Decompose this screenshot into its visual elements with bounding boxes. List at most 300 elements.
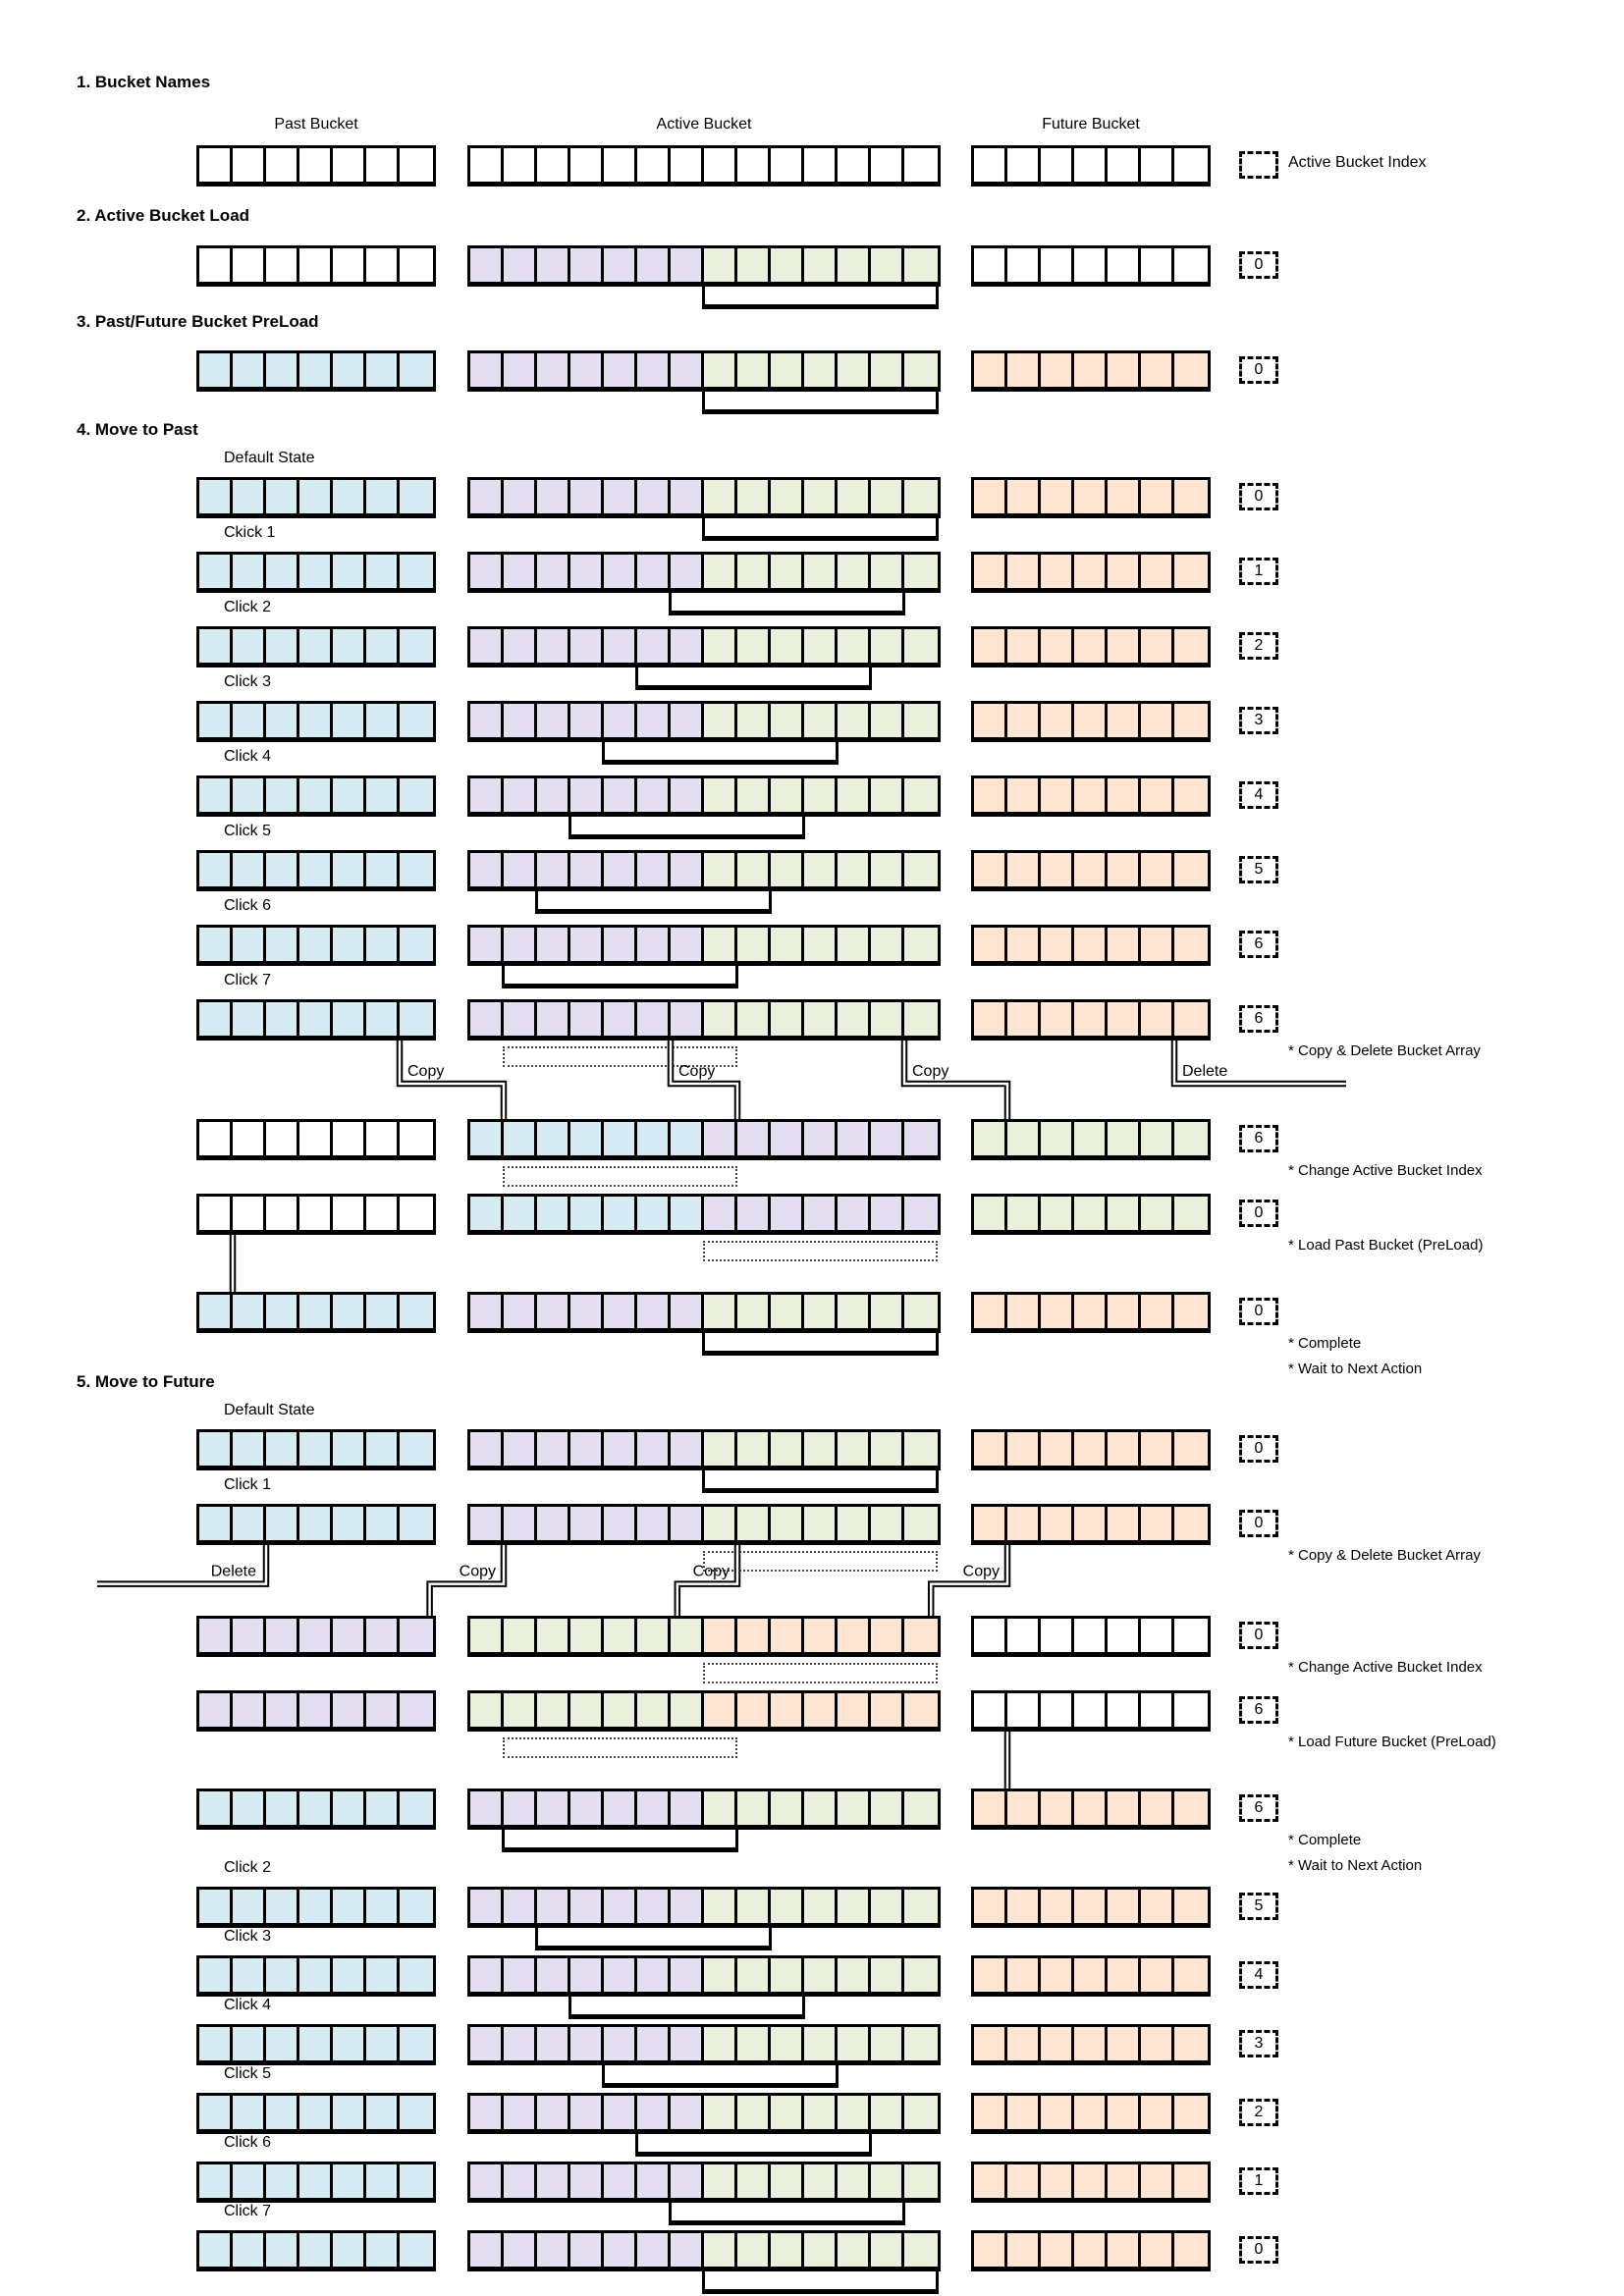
future-bucket-cell [1041, 1002, 1074, 1036]
active-bucket-cell [871, 1432, 904, 1466]
future-bucket-cell [1007, 2096, 1041, 2129]
active-bucket-cell [637, 2233, 671, 2267]
future-bucket-cell [1141, 555, 1174, 588]
active-bucket-index-box: 0 [1239, 1200, 1278, 1227]
future-bucket-cell [1108, 1432, 1141, 1466]
future-bucket-cell [1041, 1890, 1074, 1923]
active-bucket-cell [771, 1619, 804, 1652]
connector-line [400, 1041, 504, 1119]
future-bucket-cell [1074, 1619, 1108, 1652]
past-bucket-cell [199, 1432, 233, 1466]
future-bucket-cell [1141, 2164, 1174, 2198]
active-bucket-cell [637, 1791, 671, 1825]
future-bucket-cell [1108, 1002, 1141, 1036]
future-bucket-cell [1174, 2027, 1208, 2060]
active-bucket-cell [904, 704, 938, 737]
past-bucket-cell [233, 1693, 266, 1727]
active-bucket-cell [671, 2164, 704, 2198]
active-bucket-index-box: 1 [1239, 558, 1278, 585]
past-bucket-cell [233, 353, 266, 387]
past-bucket-cell [233, 1295, 266, 1328]
active-bucket-cell [537, 248, 570, 282]
active-bucket-cell [671, 1002, 704, 1036]
future-bucket-cell [1141, 853, 1174, 886]
future-bucket-cell [1108, 2027, 1141, 2060]
past-bucket-cell [266, 1619, 299, 1652]
active-bucket-cell [771, 1295, 804, 1328]
active-bucket-cell [871, 555, 904, 588]
active-bucket-cell [838, 1791, 871, 1825]
future-bucket-cell [974, 778, 1007, 812]
past-bucket [196, 2024, 436, 2065]
active-bucket-cell [704, 1791, 737, 1825]
future-bucket-cell [1174, 778, 1208, 812]
active-bucket-cell [570, 1958, 604, 1992]
future-bucket-cell [1074, 2233, 1108, 2267]
active-bucket-cell [671, 1197, 704, 1230]
active-bucket-cell [504, 1619, 537, 1652]
future-bucket-cell [974, 1122, 1007, 1155]
active-bucket-cell [804, 2164, 838, 2198]
active-bucket-cell [904, 2096, 938, 2129]
future-bucket-cell [1108, 1619, 1141, 1652]
active-bucket [467, 1292, 941, 1333]
active-bucket-cell [804, 1295, 838, 1328]
future-bucket [971, 1194, 1211, 1235]
future-bucket-cell [974, 353, 1007, 387]
active-bucket-cell [771, 2096, 804, 2129]
active-bucket-cell [904, 1507, 938, 1540]
past-bucket [196, 1690, 436, 1732]
active-bucket-cell [504, 2164, 537, 2198]
active-bucket-cell [804, 778, 838, 812]
active-bucket [467, 477, 941, 518]
active-bucket-cell [838, 1890, 871, 1923]
active-bucket-cell [570, 704, 604, 737]
active-bucket-index-box: 2 [1239, 2099, 1278, 2126]
active-bucket-cell [871, 1002, 904, 1036]
active-bucket-cell [871, 778, 904, 812]
active-bucket-cell [570, 148, 604, 182]
past-bucket-cell [199, 480, 233, 513]
active-bucket-cell [604, 555, 637, 588]
past-bucket-cell [299, 1295, 333, 1328]
active-bucket-cell [504, 1791, 537, 1825]
future-bucket-cell [1174, 480, 1208, 513]
active-bucket-cell [504, 2233, 537, 2267]
active-bucket-cell [570, 1432, 604, 1466]
active-bucket [467, 350, 941, 392]
future-bucket-cell [1174, 2164, 1208, 2198]
active-bucket-cell [771, 248, 804, 282]
active-bucket-cell [537, 148, 570, 182]
past-bucket-cell [333, 1432, 366, 1466]
active-bucket-cell [604, 1002, 637, 1036]
future-bucket-cell [974, 2096, 1007, 2129]
past-bucket-cell [199, 1693, 233, 1727]
future-bucket-cell [1174, 1002, 1208, 1036]
active-bucket-cell [704, 1197, 737, 1230]
past-bucket-cell [266, 1197, 299, 1230]
future-bucket-cell [1041, 2027, 1074, 2060]
past-bucket-cell [199, 778, 233, 812]
active-bucket-cell [637, 778, 671, 812]
future-bucket-cell [1074, 853, 1108, 886]
future-bucket-cell [1041, 1122, 1074, 1155]
past-bucket-cell [400, 2096, 433, 2129]
active-bucket-index-box: 4 [1239, 1961, 1278, 1989]
active-bucket-cell [504, 148, 537, 182]
active-bucket-index-box: 2 [1239, 632, 1278, 660]
active-bucket-cell [604, 1197, 637, 1230]
active-bucket-cell [838, 2164, 871, 2198]
past-bucket-cell [299, 704, 333, 737]
viewport-bracket [568, 1994, 805, 2019]
past-bucket-cell [266, 2164, 299, 2198]
past-bucket-label: Past Bucket [274, 116, 358, 133]
future-bucket-cell [1174, 1432, 1208, 1466]
future-bucket-cell [1174, 248, 1208, 282]
active-bucket-cell [737, 1890, 771, 1923]
past-bucket-cell [233, 2096, 266, 2129]
past-bucket-cell [266, 148, 299, 182]
future-bucket [971, 2162, 1211, 2203]
past-bucket-cell [333, 1197, 366, 1230]
past-bucket-cell [366, 1791, 400, 1825]
future-bucket-cell [974, 704, 1007, 737]
connector-line [430, 1545, 504, 1616]
future-bucket-cell [1074, 2027, 1108, 2060]
past-bucket-cell [333, 704, 366, 737]
active-bucket-index-box: 3 [1239, 2030, 1278, 2057]
active-bucket-cell [804, 1890, 838, 1923]
active-bucket-cell [570, 1693, 604, 1727]
future-bucket [971, 925, 1211, 966]
past-bucket-cell [233, 2233, 266, 2267]
past-bucket-cell [400, 353, 433, 387]
past-bucket-cell [400, 555, 433, 588]
future-bucket [971, 2230, 1211, 2271]
past-bucket-cell [233, 1890, 266, 1923]
future-bucket-cell [1074, 2096, 1108, 2129]
active-bucket [467, 1955, 941, 1997]
active-bucket-cell [904, 2233, 938, 2267]
active-bucket-cell [704, 1890, 737, 1923]
past-bucket-cell [199, 1958, 233, 1992]
future-bucket-cell [1141, 480, 1174, 513]
future-bucket-cell [1041, 1197, 1074, 1230]
active-bucket-cell [804, 1197, 838, 1230]
active-bucket-cell [637, 1619, 671, 1652]
future-bucket-cell [1074, 1791, 1108, 1825]
active-bucket-cell [637, 1693, 671, 1727]
active-bucket-cell [470, 853, 504, 886]
active-bucket-cell [771, 1432, 804, 1466]
future-bucket-cell [1007, 1693, 1041, 1727]
future-bucket-cell [1007, 1197, 1041, 1230]
future-bucket-cell [1174, 1791, 1208, 1825]
active-bucket-cell [771, 353, 804, 387]
viewport-dotted-box [703, 1663, 938, 1683]
active-bucket-cell [904, 1890, 938, 1923]
active-bucket-cell [704, 1693, 737, 1727]
past-bucket-cell [299, 629, 333, 663]
past-bucket [196, 1194, 436, 1235]
past-bucket-cell [299, 248, 333, 282]
active-bucket-cell [604, 1958, 637, 1992]
active-bucket-cell [838, 2096, 871, 2129]
row-annotation: * Change Active Bucket Index [1288, 1659, 1483, 1676]
past-bucket-cell [266, 1693, 299, 1727]
future-bucket-cell [1041, 480, 1074, 513]
future-bucket [971, 552, 1211, 593]
active-bucket-cell [637, 1197, 671, 1230]
active-bucket-index-legend: Active Bucket Index [1288, 154, 1427, 171]
future-bucket-cell [1041, 778, 1074, 812]
past-bucket-cell [366, 480, 400, 513]
active-bucket-cell [504, 629, 537, 663]
future-bucket-cell [1141, 1432, 1174, 1466]
past-bucket-cell [233, 2164, 266, 2198]
future-bucket-cell [1108, 1791, 1141, 1825]
active-bucket-cell [637, 555, 671, 588]
active-bucket-cell [804, 853, 838, 886]
active-bucket-cell [637, 1002, 671, 1036]
future-bucket-cell [1041, 853, 1074, 886]
viewport-bracket [502, 1827, 738, 1852]
future-bucket-cell [1174, 1619, 1208, 1652]
past-bucket-cell [233, 1507, 266, 1540]
past-bucket-cell [333, 778, 366, 812]
active-bucket-cell [737, 1295, 771, 1328]
past-bucket-cell [333, 1693, 366, 1727]
future-bucket-cell [1041, 353, 1074, 387]
future-bucket-cell [1007, 1122, 1041, 1155]
active-bucket-cell [737, 148, 771, 182]
active-bucket-cell [470, 1958, 504, 1992]
future-bucket-cell [1108, 1197, 1141, 1230]
active-bucket-cell [737, 2233, 771, 2267]
future-bucket-cell [974, 2164, 1007, 2198]
active-bucket-cell [804, 1791, 838, 1825]
active-bucket-cell [671, 148, 704, 182]
delete-connector-label: Delete [1182, 1063, 1228, 1080]
active-bucket-cell [570, 555, 604, 588]
past-bucket-cell [400, 1197, 433, 1230]
active-bucket-cell [737, 1122, 771, 1155]
past-bucket-cell [199, 2096, 233, 2129]
active-bucket-cell [537, 1295, 570, 1328]
future-bucket-cell [1174, 1890, 1208, 1923]
future-bucket-cell [1141, 1791, 1174, 1825]
active-bucket-index-box: 0 [1239, 251, 1278, 279]
row-state-label: Click 5 [224, 823, 272, 839]
active-bucket [467, 999, 941, 1041]
future-bucket-cell [1041, 1958, 1074, 1992]
active-bucket-cell [504, 1197, 537, 1230]
future-bucket-cell [974, 1507, 1007, 1540]
active-bucket-cell [637, 2164, 671, 2198]
active-bucket-cell [470, 555, 504, 588]
active-bucket-cell [637, 1507, 671, 1540]
past-bucket-cell [333, 853, 366, 886]
active-bucket-cell [570, 1507, 604, 1540]
active-bucket [467, 245, 941, 287]
active-bucket-cell [838, 629, 871, 663]
future-bucket-cell [1141, 2233, 1174, 2267]
active-bucket [467, 775, 941, 817]
future-bucket [971, 1690, 1211, 1732]
future-bucket-cell [1074, 1295, 1108, 1328]
row-annotation: * Complete [1288, 1335, 1362, 1352]
past-bucket-cell [233, 1197, 266, 1230]
row-state-label: Click 1 [224, 1476, 272, 1493]
past-bucket-cell [400, 704, 433, 737]
future-bucket-cell [1108, 1958, 1141, 1992]
active-bucket-cell [904, 853, 938, 886]
active-bucket-cell [537, 2233, 570, 2267]
past-bucket-cell [266, 853, 299, 886]
past-bucket-cell [199, 1507, 233, 1540]
active-bucket-label: Active Bucket [656, 116, 752, 133]
active-bucket-cell [871, 1693, 904, 1727]
row-state-label: Click 6 [224, 897, 272, 914]
future-bucket-cell [1174, 928, 1208, 961]
future-bucket-cell [1174, 1693, 1208, 1727]
future-bucket-cell [1174, 555, 1208, 588]
past-bucket-cell [199, 704, 233, 737]
past-bucket-cell [266, 353, 299, 387]
future-bucket-cell [1074, 1002, 1108, 1036]
active-bucket-cell [804, 555, 838, 588]
active-bucket-cell [771, 629, 804, 663]
future-bucket [971, 2024, 1211, 2065]
active-bucket-cell [570, 1295, 604, 1328]
active-bucket-index-box: 5 [1239, 856, 1278, 883]
active-bucket-cell [804, 1432, 838, 1466]
future-bucket [971, 1955, 1211, 1997]
future-bucket-cell [974, 148, 1007, 182]
past-bucket [196, 701, 436, 742]
past-bucket-cell [333, 1507, 366, 1540]
past-bucket-cell [333, 1958, 366, 1992]
active-bucket-cell [871, 704, 904, 737]
future-bucket-cell [1174, 1122, 1208, 1155]
past-bucket-cell [233, 1432, 266, 1466]
future-bucket-cell [1007, 629, 1041, 663]
future-bucket-cell [974, 248, 1007, 282]
past-bucket-cell [199, 1619, 233, 1652]
active-bucket-cell [904, 629, 938, 663]
active-bucket-cell [504, 704, 537, 737]
active-bucket-cell [504, 555, 537, 588]
active-bucket-index-box [1239, 151, 1278, 179]
active-bucket-cell [537, 1122, 570, 1155]
future-bucket-cell [1108, 778, 1141, 812]
active-bucket-cell [604, 1619, 637, 1652]
active-bucket-cell [704, 2233, 737, 2267]
past-bucket-cell [400, 629, 433, 663]
active-bucket-cell [904, 1693, 938, 1727]
active-bucket-cell [570, 480, 604, 513]
past-bucket-cell [299, 1693, 333, 1727]
active-bucket-cell [904, 555, 938, 588]
active-bucket-cell [771, 555, 804, 588]
active-bucket-cell [637, 704, 671, 737]
future-bucket-cell [1007, 2164, 1041, 2198]
active-bucket-cell [537, 2164, 570, 2198]
row-annotation: * Wait to Next Action [1288, 1361, 1423, 1377]
future-bucket-cell [1108, 928, 1141, 961]
past-bucket-cell [199, 1791, 233, 1825]
active-bucket-cell [771, 1197, 804, 1230]
active-bucket-cell [871, 629, 904, 663]
past-bucket-cell [233, 778, 266, 812]
active-bucket-cell [537, 353, 570, 387]
past-bucket-cell [333, 629, 366, 663]
future-bucket-cell [1141, 1890, 1174, 1923]
active-bucket-cell [737, 778, 771, 812]
active-bucket-cell [470, 248, 504, 282]
future-bucket-cell [1108, 1507, 1141, 1540]
past-bucket-cell [299, 1619, 333, 1652]
viewport-bracket [602, 2062, 839, 2088]
active-bucket-cell [671, 629, 704, 663]
past-bucket-cell [400, 1958, 433, 1992]
past-bucket-cell [266, 2233, 299, 2267]
active-bucket-cell [504, 248, 537, 282]
future-bucket-cell [1074, 1693, 1108, 1727]
future-bucket-cell [1108, 2233, 1141, 2267]
active-bucket-cell [871, 1890, 904, 1923]
past-bucket [196, 552, 436, 593]
future-bucket-cell [1007, 1002, 1041, 1036]
active-bucket-cell [671, 555, 704, 588]
row-state-label: Ckick 1 [224, 524, 276, 541]
active-bucket-cell [737, 2164, 771, 2198]
future-bucket-cell [1074, 353, 1108, 387]
past-bucket-cell [333, 1122, 366, 1155]
active-bucket-cell [604, 248, 637, 282]
past-bucket-cell [366, 1890, 400, 1923]
future-bucket-cell [1007, 1791, 1041, 1825]
future-bucket-cell [974, 1791, 1007, 1825]
active-bucket-cell [470, 480, 504, 513]
connector-line [430, 1545, 504, 1616]
future-bucket-cell [1074, 1958, 1108, 1992]
past-bucket-cell [400, 480, 433, 513]
future-bucket-cell [1141, 704, 1174, 737]
future-bucket-cell [1108, 248, 1141, 282]
past-bucket-cell [333, 353, 366, 387]
active-bucket [467, 1887, 941, 1928]
past-bucket-cell [233, 1619, 266, 1652]
active-bucket-cell [904, 928, 938, 961]
future-bucket-cell [1108, 2096, 1141, 2129]
viewport-bracket [702, 389, 939, 414]
active-bucket-cell [704, 480, 737, 513]
past-bucket-cell [233, 1791, 266, 1825]
future-bucket-cell [1074, 2164, 1108, 2198]
future-bucket-cell [1141, 353, 1174, 387]
future-bucket-cell [1007, 248, 1041, 282]
active-bucket-index-box: 4 [1239, 781, 1278, 809]
future-bucket-cell [1108, 1122, 1141, 1155]
active-bucket-cell [704, 1619, 737, 1652]
past-bucket-cell [233, 2027, 266, 2060]
past-bucket-cell [266, 1295, 299, 1328]
future-bucket [971, 350, 1211, 392]
